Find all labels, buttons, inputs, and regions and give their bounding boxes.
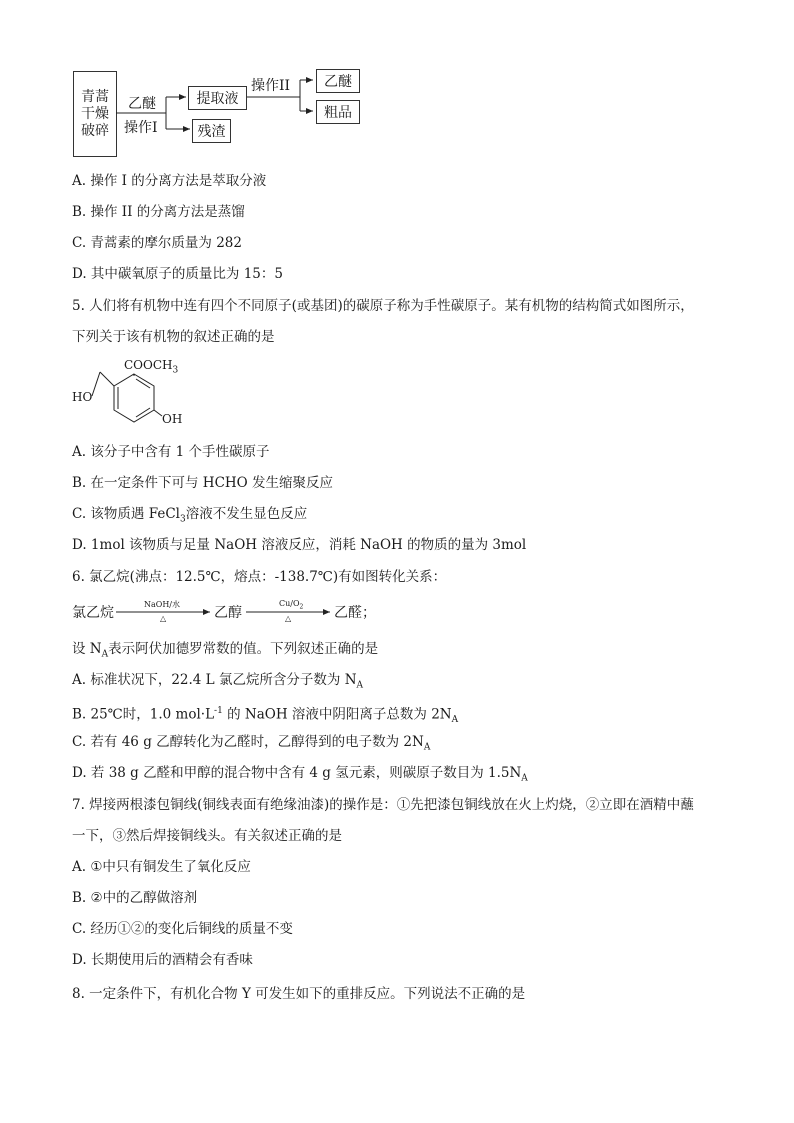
q7-option-a: A. ①中只有铜发生了氧化反应	[72, 859, 251, 875]
q6-chain-r2-bot: △	[285, 614, 292, 623]
q6-chain-s2: 乙醇	[214, 605, 242, 621]
q5-struct-ester-sub: 3	[172, 365, 179, 376]
q6-intro: 设 $N_A$表示阿伏加德罗常数的值。下列叙述正确的是	[72, 641, 379, 660]
flow-extract-box: 提取液	[188, 86, 247, 110]
q8-stem: 8. 一定条件下，有机化合物 Y 可发生如下的重排反应。下列说法不正确的是	[72, 986, 526, 1002]
flow-residue-box: 残渣	[192, 119, 231, 143]
q5-option-d: D. 1mol 该物质与足量 NaOH 溶液反应，消耗 NaOH 的物质的量为 3mol	[72, 537, 527, 553]
q6-option-b: B. 25℃时，1.0 $mol\cdot L^{-1}$ 的 NaOH 溶液中阴阳离子总数为 $2N_A$	[72, 706, 459, 726]
q5-option-c-sub: 3	[180, 514, 186, 525]
q5-struct-oh: OH	[162, 412, 183, 426]
q7-option-b: B. ②中的乙醇做溶剂	[72, 890, 198, 906]
q7-stem-line-1: 7. 焊接两根漆包铜线(铜线表面有绝缘油漆)的操作是：①先把漆包铜线放在火上灼烧，②立即在酒精中蘸	[72, 797, 694, 813]
q7-stem-line-2: 一下，③然后焊接铜线头。有关叙述正确的是	[72, 828, 342, 844]
q6-chain-r1-bot: △	[160, 614, 167, 623]
q7-option-c: C. 经历①②的变化后铜线的质量不变	[72, 921, 293, 937]
q4-option-b: B. 操作 II 的分离方法是蒸馏	[72, 204, 245, 220]
q5-option-c: C. 该物质遇 FeCl$_3$溶液不发生显色反应	[72, 506, 308, 525]
q4-option-a: A. 操作 I 的分离方法是萃取分液	[72, 173, 267, 189]
flow-ether-box: 乙醚	[316, 69, 360, 93]
flow-label-op1: 操作I	[124, 120, 158, 136]
q6-stem: 6. 氯乙烷(沸点：12.5℃，熔点：-138.7℃)有如图转化关系：	[72, 569, 447, 585]
q5-stem-line-2: 下列关于该有机物的叙述正确的是	[72, 329, 275, 345]
q6-chain-s1: 氯乙烷	[72, 605, 114, 621]
q6-option-d: D. 若 38 g 乙醛和甲醇的混合物中含有 4 g 氢元素，则碳原子数目为 $1.5N_A$	[72, 765, 528, 784]
flow-crude-box: 粗品	[316, 100, 360, 124]
q5-option-b: B. 在一定条件下可与 HCHO 发生缩聚反应	[72, 475, 334, 491]
q5-stem-line-1: 5. 人们将有机物中连有四个不同原子(或基团)的碳原子称为手性碳原子。某有机物的结构简式如图所示，	[72, 298, 694, 314]
flow-start-line-3: 破碎	[81, 122, 109, 139]
q5-option-a: A. 该分子中含有 1 个手性碳原子	[72, 444, 270, 460]
q5-struct-ho: HO	[72, 390, 93, 404]
q4-option-d: D. 其中碳氧原子的质量比为 15：5	[72, 266, 283, 282]
q6-chain-r2-top: $Cu/O_2$	[279, 599, 304, 611]
q6-chain-r1-top: NaOH/水	[144, 600, 180, 609]
flow-start-line-1: 青蒿	[81, 88, 109, 105]
q4-option-c: C. 青蒿素的摩尔质量为 282	[72, 235, 242, 251]
q6-option-a: A. 标准状况下，22.4 L 氯乙烷所含分子数为 $N_A$	[72, 672, 364, 691]
flow-start-line-2: 干燥	[81, 105, 109, 122]
flow-label-solvent: 乙醚	[128, 96, 156, 112]
q6-option-c: C. 若有 46 g 乙醇转化为乙醛时，乙醇得到的电子数为 $2N_A$	[72, 734, 431, 753]
flow-label-op2: 操作II	[251, 78, 291, 94]
q6-chain-s3: 乙醛；	[334, 605, 376, 621]
q7-option-d: D. 长期使用后的酒精会有香味	[72, 952, 253, 968]
q5-struct-ester: $COOCH_3$	[124, 358, 179, 376]
